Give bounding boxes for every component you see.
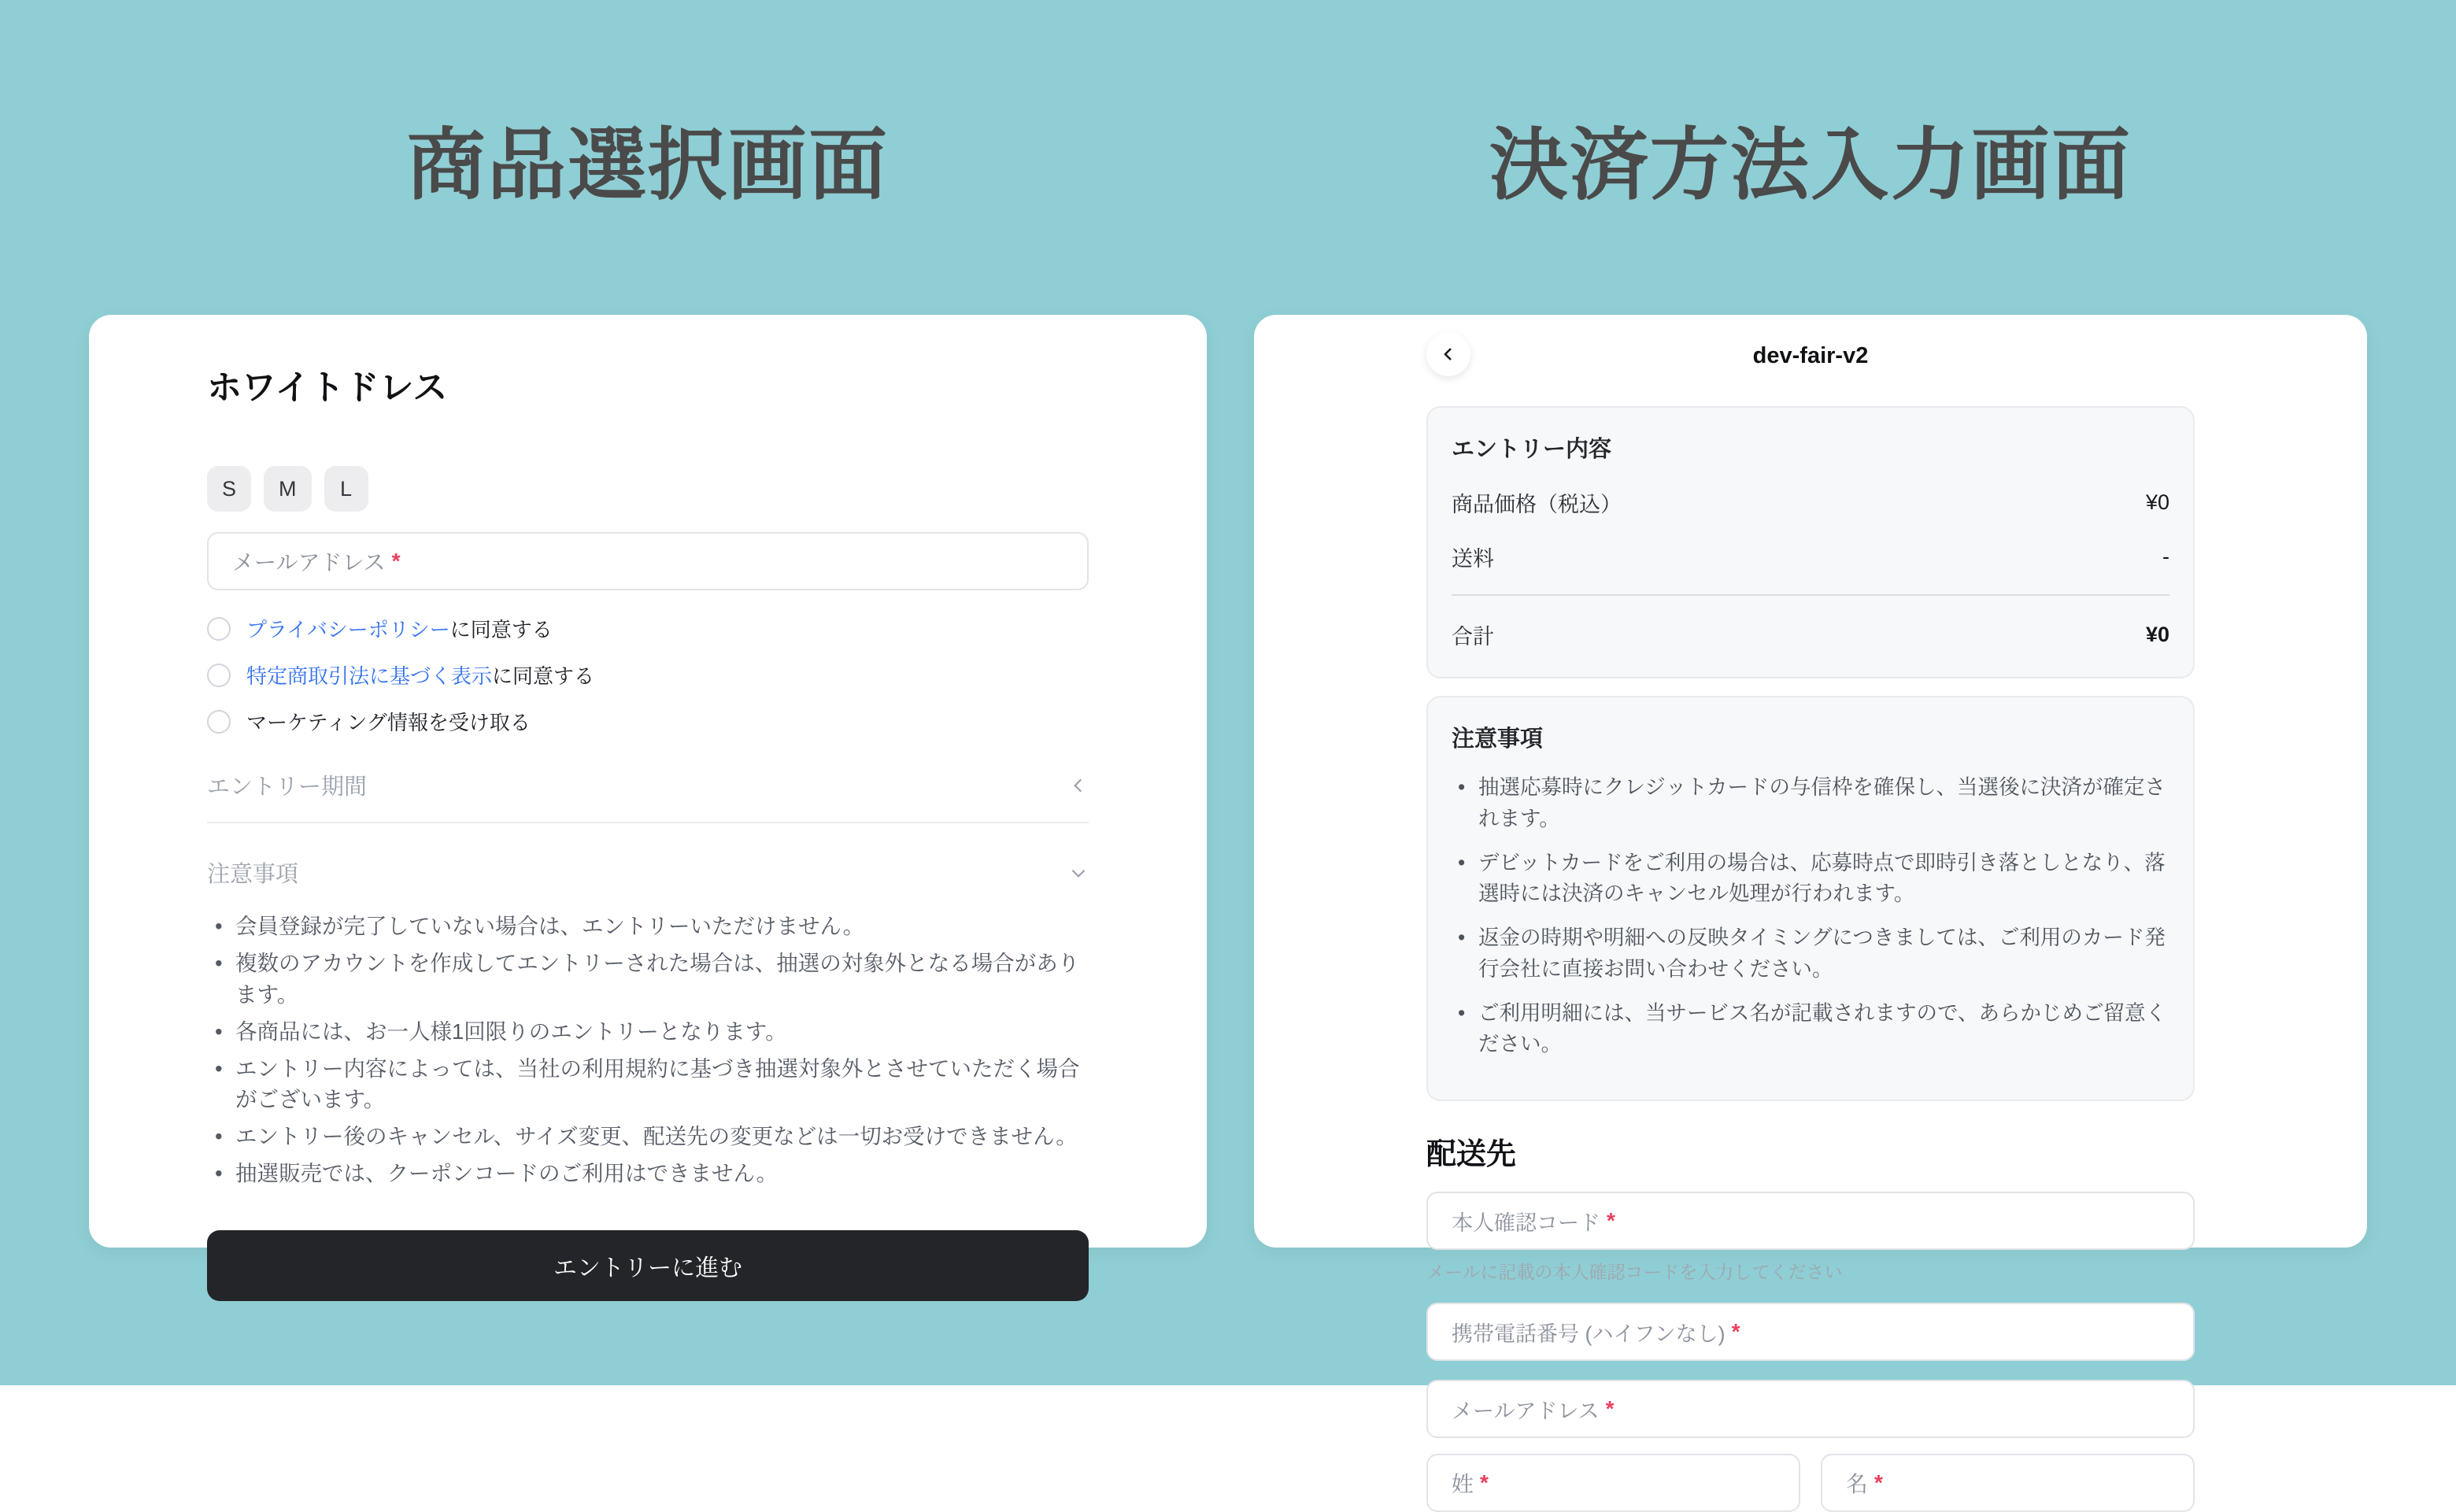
payment-input-card bbox=[1254, 315, 2367, 1496]
notice-item: • 返金の時期や明細への反映タイミングにつきましては、ご利用のカード発行会社に直接お問い合わせください。 bbox=[1452, 922, 2169, 985]
entry-period-label: エントリー期間 bbox=[207, 774, 368, 800]
note-item: • 各商品には、お一人様1回限りのエントリーとなります。 bbox=[207, 1016, 1089, 1048]
commercial-law-checkbox-row[interactable] bbox=[207, 660, 1089, 689]
required-asterisk: * bbox=[1480, 1470, 1489, 1495]
name-fields-row bbox=[1426, 1454, 2195, 1512]
commercial-law-link[interactable]: 特定商取引法に基づく表示 bbox=[246, 664, 493, 688]
note-item: • 会員登録が完了していない場合は、エントリーいただけません。 bbox=[207, 911, 1089, 942]
privacy-policy-link[interactable]: プライバシーポリシー bbox=[246, 618, 450, 641]
marketing-checkbox-row[interactable] bbox=[207, 707, 1089, 736]
notes-accordion[interactable] bbox=[207, 856, 1089, 889]
notes-label: 注意事項 bbox=[207, 862, 299, 887]
nav-bar bbox=[1426, 332, 2195, 379]
first-name-input[interactable]: 名 * bbox=[1821, 1454, 2195, 1512]
required-asterisk: * bbox=[1874, 1470, 1883, 1495]
product-selection-panel bbox=[89, 118, 1207, 1385]
size-button-s[interactable]: S bbox=[207, 466, 251, 512]
size-selector bbox=[207, 466, 1089, 512]
required-asterisk: * bbox=[391, 549, 401, 573]
privacy-policy-checkbox[interactable] bbox=[207, 617, 231, 641]
email-placeholder: メールアドレス bbox=[232, 550, 386, 575]
privacy-policy-label: プライバシーポリシーに同意する bbox=[246, 618, 553, 641]
back-button[interactable] bbox=[1426, 332, 1470, 376]
notice-item: • 抽選応募時にクレジットカードの与信枠を確保し、当選後に決済が確定されます。 bbox=[1452, 772, 2169, 835]
size-button-m[interactable]: M bbox=[264, 466, 312, 512]
required-asterisk: * bbox=[1605, 1396, 1615, 1421]
product-selection-card bbox=[89, 315, 1207, 1281]
product-title: ホワイトドレス bbox=[207, 368, 448, 407]
payment-input-panel bbox=[1254, 118, 2367, 1496]
right-screen-heading: 決済方法入力画面 bbox=[1489, 121, 2132, 209]
email-input[interactable] bbox=[207, 532, 1089, 590]
nav-title: dev-fair-v2 bbox=[1752, 342, 1869, 368]
notice-section bbox=[1426, 696, 2195, 1101]
note-item: • 抽選販売では、クーポンコードのご利用はできません。 bbox=[207, 1158, 1089, 1189]
entry-period-accordion[interactable] bbox=[207, 769, 1089, 801]
shipping-value: - bbox=[2162, 545, 2169, 568]
commercial-law-label: 特定商取引法に基づく表示に同意する bbox=[246, 664, 595, 688]
identity-code-input[interactable]: 本人確認コード * bbox=[1426, 1192, 2195, 1250]
proceed-to-entry-button[interactable]: エントリーに進む bbox=[207, 1230, 1089, 1301]
required-asterisk: * bbox=[1607, 1208, 1615, 1233]
shipping-section-title: 配送先 bbox=[1426, 1138, 1517, 1171]
summary-row-total: 合計 ¥0 bbox=[1452, 623, 2169, 649]
accordion-divider bbox=[207, 822, 1089, 823]
marketing-label: マーケティング情報を受け取る bbox=[246, 711, 531, 734]
price-value: ¥0 bbox=[2145, 490, 2169, 514]
entry-summary-section bbox=[1426, 406, 2195, 678]
last-name-input[interactable]: 姓 * bbox=[1426, 1454, 1800, 1512]
notice-title: 注意事項 bbox=[1452, 726, 1544, 752]
chevron-left-icon bbox=[1068, 775, 1089, 796]
total-value: ¥0 bbox=[2145, 623, 2169, 646]
chevron-left-icon bbox=[1439, 345, 1458, 364]
identity-code-helper: メールに記載の本人確認コードを入力してください bbox=[1426, 1262, 1843, 1282]
phone-number-input[interactable]: 携帯電話番号 (ハイフンなし) * bbox=[1426, 1303, 2195, 1361]
shipping-email-input[interactable]: メールアドレス * bbox=[1426, 1380, 2195, 1438]
consent-checkbox-group bbox=[207, 614, 1089, 736]
summary-row-price: 商品価格（税込） ¥0 bbox=[1452, 490, 2169, 516]
chevron-down-icon bbox=[1068, 863, 1089, 883]
summary-row-shipping: 送料 - bbox=[1452, 545, 2169, 571]
notice-list bbox=[1452, 772, 2169, 1060]
left-screen-heading: 商品選択画面 bbox=[407, 121, 889, 209]
required-asterisk: * bbox=[1731, 1319, 1740, 1344]
note-item: • エントリー後のキャンセル、サイズ変更、配送先の変更などは一切お受けできません。 bbox=[207, 1121, 1089, 1152]
entry-summary-title: エントリー内容 bbox=[1452, 437, 1612, 462]
commercial-law-checkbox[interactable] bbox=[207, 664, 231, 687]
marketing-checkbox[interactable] bbox=[207, 710, 231, 734]
summary-divider bbox=[1452, 594, 2169, 596]
privacy-policy-checkbox-row[interactable] bbox=[207, 614, 1089, 643]
size-button-l[interactable]: L bbox=[324, 466, 368, 512]
notice-item: • ご利用明細には、当サービス名が記載されますので、あらかじめご留意ください。 bbox=[1452, 998, 2169, 1061]
notice-item: • デビットカードをご利用の場合は、応募時点で即時引き落としとなり、落選時には決済のキャンセル処理が行われます。 bbox=[1452, 848, 2169, 911]
notes-list bbox=[207, 911, 1089, 1189]
note-item: • 複数のアカウントを作成してエントリーされた場合は、抽選の対象外となる場合があります。 bbox=[207, 948, 1089, 1011]
note-item: • エントリー内容によっては、当社の利用規約に基づき抽選対象外とさせていただく場合がございます。 bbox=[207, 1053, 1089, 1116]
